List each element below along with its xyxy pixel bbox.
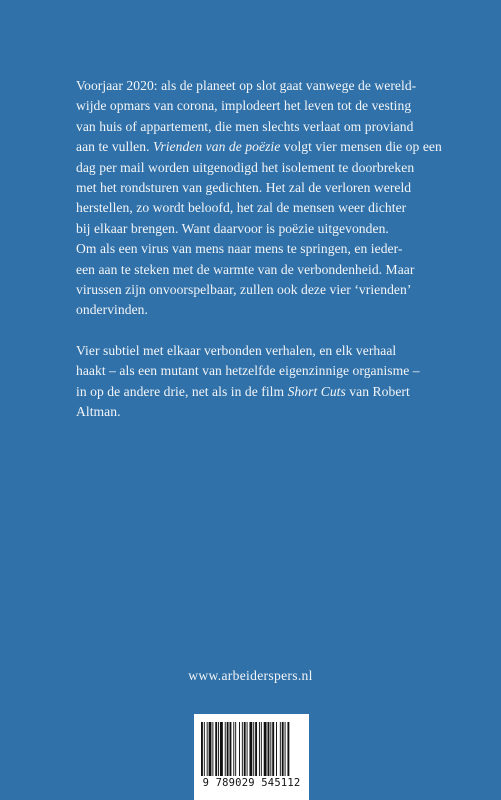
blurb-line: een aan te steken met de warmte van de verbondenheid. Maar: [76, 261, 415, 277]
blurb-line: ondervinden.: [76, 302, 148, 318]
barcode-bar: [220, 722, 223, 776]
barcode-bar: [268, 722, 270, 776]
blurb-paragraph-1: [76, 76, 442, 321]
blurb-line: [76, 382, 432, 402]
barcode-bar: [239, 722, 240, 776]
barcode-bar: [225, 722, 226, 776]
barcode-bar: [276, 722, 277, 776]
blurb-line: Voorjaar 2020: als de planeet op slot gaat vanwege de wereld-: [76, 78, 417, 93]
barcode-bar: [255, 722, 257, 776]
blurb-line: Om als een virus van mens naar mens te springen, en ieder-: [76, 241, 403, 257]
film-title: Short Cuts: [287, 383, 346, 399]
barcode: [194, 714, 309, 800]
barcode-bar: [215, 722, 217, 776]
blurb-line: wijde opmars van corona, implodeert het leven tot de vesting: [76, 98, 412, 114]
barcode-bar: [253, 722, 254, 776]
barcode-bar: [235, 722, 236, 776]
blurb-line: bij elkaar brengen. Want daarvoor is poëzie uitgevonden.: [76, 220, 389, 236]
barcode-bar: [207, 722, 208, 776]
barcode-bar: [270, 722, 271, 776]
publisher-website: www.arbeiderspers.nl: [188, 668, 313, 683]
blurb-line: Vier subtiel met elkaar verbonden verhalen, en elk verhaal: [76, 342, 397, 358]
barcode-bar: [230, 722, 232, 776]
blurb-line: dag per mail worden uitgenodigd het isolement te doorbreken: [76, 159, 415, 175]
blurb-text: [76, 76, 442, 423]
barcode-bar: [280, 722, 281, 776]
blurb-line: Altman.: [76, 404, 121, 420]
barcode-digits: 9 789029 545112: [202, 777, 301, 789]
barcode-bar: [201, 722, 203, 776]
barcode-bar: [242, 722, 243, 776]
barcode-bar: [259, 722, 260, 776]
blurb-text-segment: in op de andere drie, net als in de film: [76, 383, 288, 399]
barcode-bars: [201, 722, 302, 776]
barcode-bar: [249, 722, 252, 776]
blurb-line: haakt – als een mutant van hetzelfde eigenzinnige organisme –: [76, 363, 420, 379]
barcode-bar: [287, 722, 289, 776]
blurb-text-segment: volgt vier mensen die op een: [280, 139, 442, 155]
blurb-line: met het rondsturen van gedichten. Het zal de verloren wereld: [76, 180, 412, 196]
blurb-line: [76, 137, 442, 157]
barcode-bar: [244, 722, 246, 776]
barcode-bar: [282, 722, 284, 776]
barcode-bar: [247, 722, 248, 776]
blurb-line: herstellen, zo wordt beloofd, het zal de mensen weer dichter: [76, 200, 407, 216]
barcode-bar: [227, 722, 229, 776]
barcode-bar: [233, 722, 234, 776]
barcode-bar: [218, 722, 219, 776]
barcode-bar: [285, 722, 286, 776]
barcode-bar: [204, 722, 205, 776]
blurb-text-segment: aan te vullen.: [76, 139, 150, 155]
barcode-bar: [212, 722, 213, 776]
barcode-bar: [209, 722, 212, 776]
barcode-bar: [264, 722, 267, 776]
barcode-bar: [272, 722, 274, 776]
blurb-line: van huis of appartement, die men slechts verlaat om proviand: [76, 118, 414, 134]
book-title: Vrienden van de poëzie: [153, 139, 281, 155]
blurb-line: virussen zijn onvoorspelbaar, zullen ook deze vier ‘vrienden’: [76, 282, 412, 298]
barcode-bar: [261, 722, 262, 776]
blurb-paragraph-2: [76, 341, 432, 423]
blurb-text-segment: van Robert: [345, 383, 410, 399]
